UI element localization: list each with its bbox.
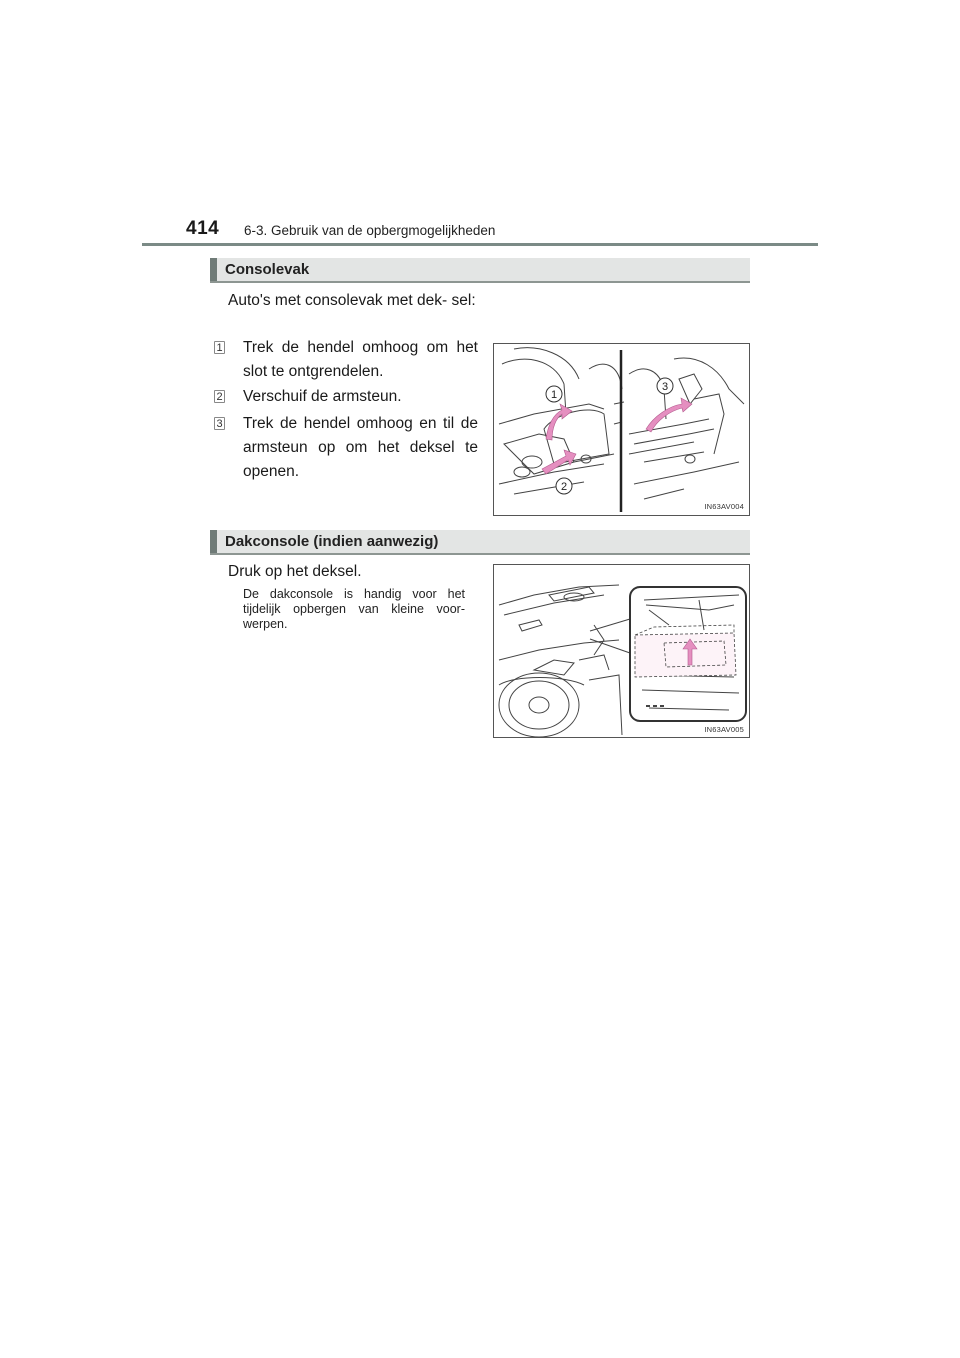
header-divider — [142, 243, 818, 246]
callout-3: 3 — [661, 381, 669, 393]
step-text-3: Trek de hendel omhoog en til de armsteun op om het deksel te openen. — [243, 415, 478, 480]
console-illustration-drawing — [494, 344, 751, 517]
step-number-1: 1 — [214, 341, 225, 354]
heading-tab-marker — [210, 530, 217, 553]
callout-2: 2 — [560, 481, 568, 493]
dakconsole-heading — [210, 530, 750, 555]
step-number-3: 3 — [214, 417, 225, 430]
callout-1: 1 — [550, 389, 558, 401]
figure-code: IN63AV005 — [704, 725, 744, 734]
dakconsole-note: De dakconsole is handig voor het tijdelijk opbergen van kleine voor- werpen. — [243, 587, 465, 631]
step-text-2: Verschuif de armsteun. — [243, 388, 402, 405]
dakconsole-instruction: Druk op het deksel. — [228, 563, 362, 580]
step-text-1: Trek de hendel omhoog om het slot te ontgrendelen. — [243, 339, 478, 380]
consolevak-intro: Auto's met consolevak met dek- sel: — [228, 292, 476, 309]
page-number: 414 — [186, 218, 220, 239]
overhead-console-illustration — [493, 564, 750, 738]
consolevak-heading-label: Consolevak — [225, 261, 310, 278]
consolevak-heading — [210, 258, 750, 283]
figure-code: IN63AV004 — [704, 502, 744, 511]
console-illustration — [493, 343, 750, 516]
overhead-console-illustration-drawing — [494, 565, 751, 739]
section-title: 6-3. Gebruik van de opbergmogelijkheden — [244, 223, 496, 238]
step-number-2: 2 — [214, 390, 225, 403]
heading-tab-marker — [210, 258, 217, 281]
dakconsole-heading-label: Dakconsole (indien aanwezig) — [225, 533, 439, 550]
